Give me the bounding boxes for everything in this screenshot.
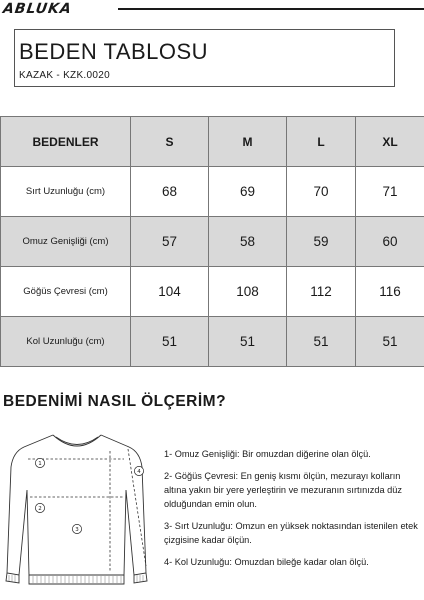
row-label: Omuz Genişliği (cm) bbox=[1, 217, 131, 267]
marker-4: 4 bbox=[137, 469, 141, 475]
instruction-back: 3- Sırt Uzunluğu: Omzun en yüksek noktasından istenilen etek çizgisine kadar ölçün. bbox=[164, 521, 418, 545]
table-cell: 51 bbox=[356, 317, 424, 367]
marker-1: 1 bbox=[38, 461, 42, 467]
howto-title: BEDENİMİ NASIL ÖLÇERİM? bbox=[3, 393, 227, 410]
table-row bbox=[1, 317, 424, 367]
marker-2: 2 bbox=[38, 506, 42, 512]
table-cell: 51 bbox=[209, 317, 287, 367]
brand-divider bbox=[118, 8, 424, 10]
instruction-sleeve: 4- Kol Uzunluğu: Omuzdan bileğe kadar olan ölçü. bbox=[164, 557, 369, 567]
product-code: KAZAK - KZK.0020 bbox=[19, 70, 110, 81]
table-cell: 70 bbox=[287, 167, 356, 217]
table-row bbox=[1, 217, 424, 267]
table-cell: 71 bbox=[356, 167, 424, 217]
table-cell: 51 bbox=[287, 317, 356, 367]
row-label: Kol Uzunluğu (cm) bbox=[1, 317, 131, 367]
title-box bbox=[14, 29, 395, 87]
table-cell: 58 bbox=[209, 217, 287, 267]
table-row bbox=[1, 167, 424, 217]
size-table bbox=[0, 116, 424, 367]
header-cell-xl: XL bbox=[356, 117, 424, 167]
table-cell: 69 bbox=[209, 167, 287, 217]
instruction-shoulder: 1- Omuz Genişliği: Bir omuzdan diğerine olan ölçü. bbox=[164, 449, 371, 459]
instruction-chest: 2- Göğüs Çevresi: En geniş kısmı ölçün, mezurayı kolların altına yakın bir yere yerleştirin ve mezuranın sırtınızda düz olduğundan emin olun. bbox=[164, 471, 402, 509]
brand-logo: ABLUKA bbox=[1, 1, 73, 17]
table-cell: 104 bbox=[131, 267, 209, 317]
table-cell: 108 bbox=[209, 267, 287, 317]
table-cell: 68 bbox=[131, 167, 209, 217]
table-cell: 59 bbox=[287, 217, 356, 267]
measurement-instructions bbox=[164, 447, 422, 577]
row-label: Sırt Uzunluğu (cm) bbox=[1, 167, 131, 217]
table-cell: 116 bbox=[356, 267, 424, 317]
brand-bar bbox=[0, 0, 424, 18]
table-cell: 57 bbox=[131, 217, 209, 267]
sweater-illustration bbox=[0, 425, 155, 600]
table-cell: 112 bbox=[287, 267, 356, 317]
page-title: BEDEN TABLOSU bbox=[19, 39, 209, 64]
row-label: Göğüs Çevresi (cm) bbox=[1, 267, 131, 317]
header-cell-s: S bbox=[131, 117, 209, 167]
header-cell-l: L bbox=[287, 117, 356, 167]
header-cell-m: M bbox=[209, 117, 287, 167]
table-row bbox=[1, 267, 424, 317]
table-header-row bbox=[1, 117, 424, 167]
header-cell-sizes: BEDENLER bbox=[1, 117, 131, 167]
table-cell: 60 bbox=[356, 217, 424, 267]
table-cell: 51 bbox=[131, 317, 209, 367]
marker-3: 3 bbox=[75, 527, 79, 533]
